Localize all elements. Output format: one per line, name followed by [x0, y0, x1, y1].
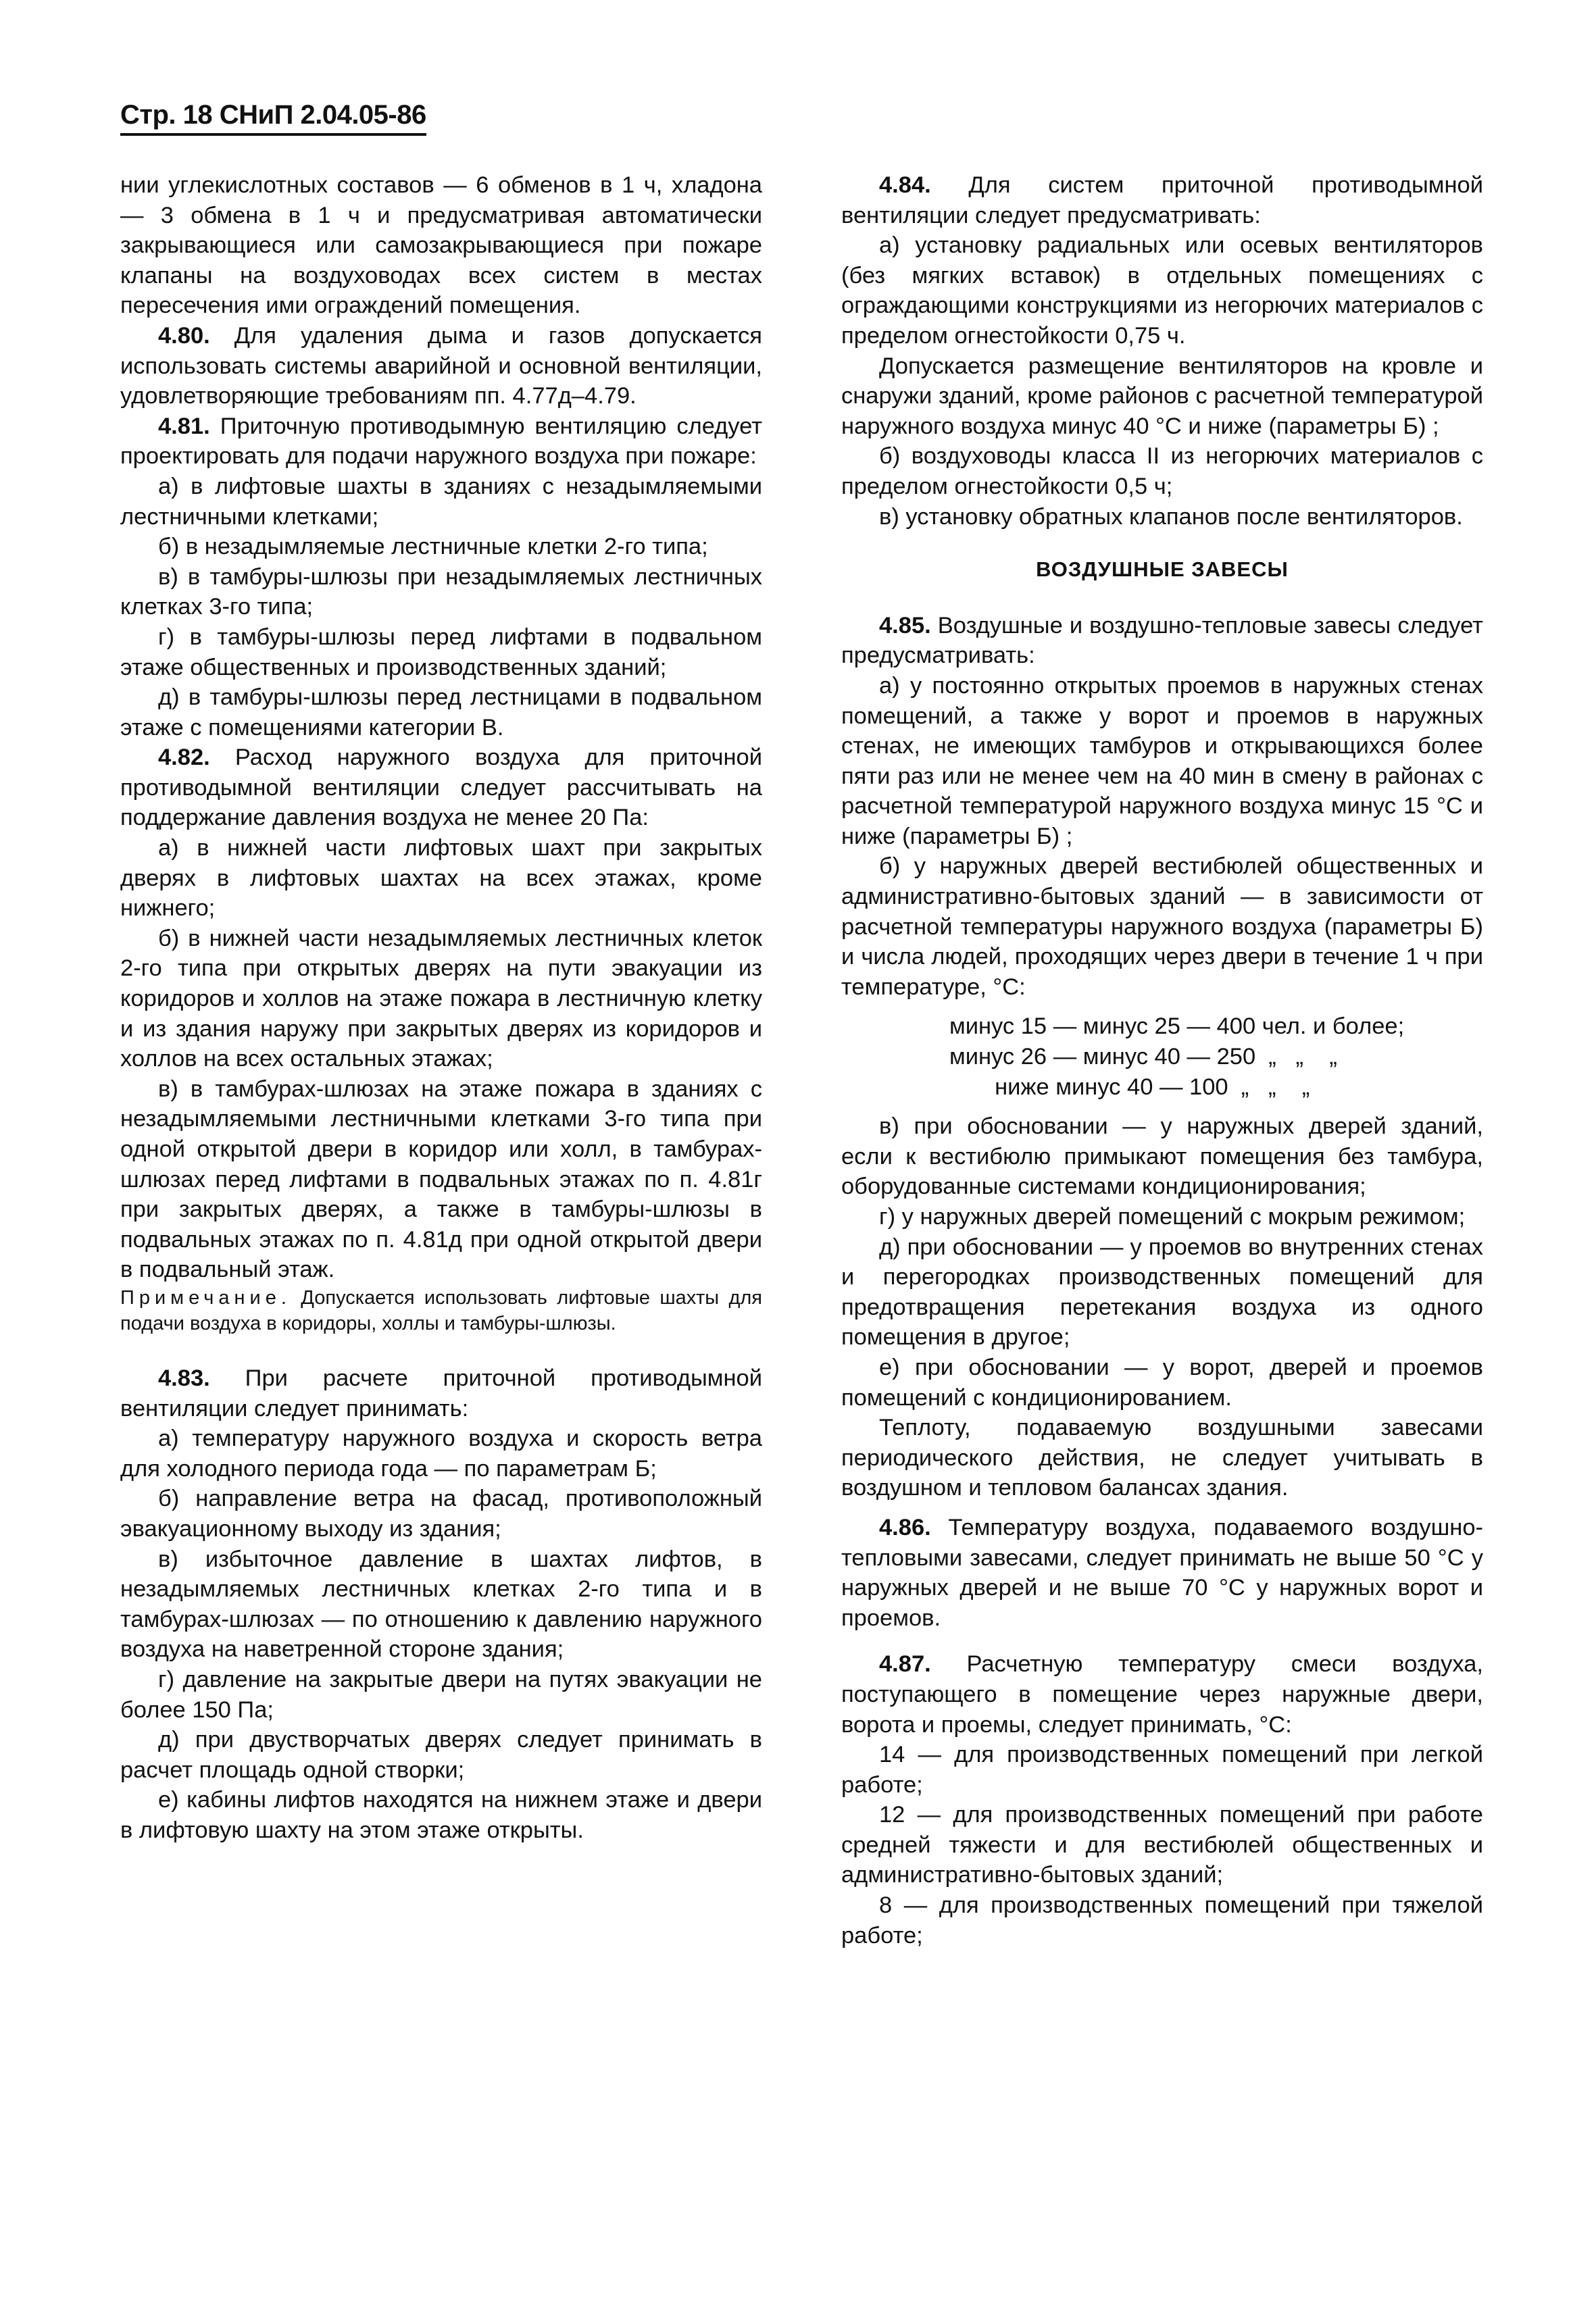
clause-text: Для удаления дыма и газов допускается использовать системы аварийной и основной вентиляции, удовлетворяющие требованиям пп. 4.77д–4.79.: [120, 322, 762, 409]
list-item: в) избыточное давление в шахтах лифтов, в незадымляемых лестничных клетках 2-го типа и в тамбурах-шлюзах — по отношению к давлению наружного воздуха на наветренной стороне здания;: [120, 1546, 762, 1663]
list-item: в) в тамбуры-шлюзы при незадымляемых лестничных клетках 3-го типа;: [120, 563, 762, 620]
temperature-row: минус 26 — минус 40 — 250 „ „ „: [949, 1044, 1337, 1070]
list-item: е) кабины лифтов находятся на нижнем этаже и двери в лифтовую шахту на этом этаже открыты.: [120, 1787, 762, 1843]
clause-4-87: [841, 1649, 1483, 1740]
clause-number: 4.86.: [879, 1514, 931, 1540]
note-text: Допускается использовать лифтовые шахты для подачи воздуха в коридоры, холлы и тамбуры-шлюзы.: [120, 1286, 762, 1334]
paragraph: Теплоту, подаваемую воздушными завесами периодического действия, не следует учитывать в воздушном и тепловом балансах здания.: [841, 1415, 1483, 1501]
list-item: в) установку обратных клапанов после вентиляторов.: [879, 503, 1463, 530]
clause-text: Температуру воздуха, подаваемого воздушно-тепловыми завесами, следует принимать не выше 50 °С у наружных дверей и не выше 70 °С у наружных ворот и проемов.: [841, 1514, 1483, 1631]
clause-number: 4.83.: [158, 1365, 210, 1391]
list-item: в) в тамбурах-шлюзах на этаже пожара в зданиях с незадымляемыми лестничными клетками 3-го типа при одной открытой двери в коридор или холл, в тамбурах-шлюзах перед лифтами в подвальных этажах по п. 4.81г при закрытых дверях, а также в тамбуры-шлюзы в подвальных этажах по п. 4.81д при одной открытой двери в подвальный этаж.: [120, 1076, 762, 1283]
clause-text: Приточную противодымную вентиляцию следует проектировать для подачи наружного воздуха при пожаре:: [120, 413, 762, 470]
clause-4-82: [120, 743, 762, 833]
list-item: а) у постоянно открытых проемов в наружных стенах помещений, а также у ворот и проемов в наружных стенах, не имеющих тамбуров и открывающихся более пяти раз или не менее чем на 40 мин в смену в районах с расчетной температурой наружного воздуха минус 15 °С и ниже (параметры Б) ;: [841, 672, 1483, 849]
clause-4-81: [120, 411, 762, 472]
list-item: а) установку радиальных или осевых вентиляторов (без мягких вставок) в отдельных помещениях с ограждающими конструкциями из негорючих материалов с пределом огнестойкости 0,75 ч.: [841, 232, 1483, 349]
list-item: а) в лифтовые шахты в зданиях с незадымляемыми лестничными клетками;: [120, 473, 762, 530]
clause-text: Расчетную температуру смеси воздуха, поступающего в помещение через наружные двери, ворота и проемы, следует принимать, °С:: [841, 1651, 1483, 1738]
list-item: б) в незадымляемые лестничные клетки 2-го типа;: [158, 534, 708, 560]
clause-number: 4.85.: [879, 612, 931, 638]
list-item: б) у наружных дверей вестибюлей общественных и административно-бытовых зданий — в зависимости от расчетной температуры наружного воздуха (параметры Б) и числа людей, проходящих через двери в течение 1 ч при температуре, °С:: [841, 853, 1483, 1000]
clause-4-86: [841, 1513, 1483, 1633]
list-item: а) в нижней части лифтовых шахт при закрытых дверях в лифтовых шахтах на всех этажах, кроме нижнего;: [120, 835, 762, 922]
temperature-row: минус 15 — минус 25 — 400 чел. и более;: [949, 1013, 1405, 1040]
note-label: Примечание.: [120, 1286, 291, 1309]
clause-number: 4.82.: [158, 745, 210, 771]
list-item: г) в тамбуры-шлюзы перед лифтами в подвальном этаже общественных и производственных зданий;: [120, 624, 762, 680]
temperature-row: ниже минус 40 — 100 „ „ „: [949, 1074, 1310, 1100]
clause-number: 4.80.: [158, 322, 210, 349]
clause-4-83: [120, 1363, 762, 1424]
list-item: д) в тамбуры-шлюзы перед лестницами в подвальном этаже с помещениями категории В.: [120, 684, 762, 740]
list-item: 12 — для производственных помещений при работе средней тяжести и для вестибюлей общественных и административно-бытовых зданий;: [841, 1802, 1483, 1888]
list-item: 8 — для производственных помещений при тяжелой работе;: [841, 1892, 1483, 1948]
list-item: д) при обосновании — у проемов во внутренних стенах и перегородках производственных помещений для предотвращения перетекания воздуха из одного помещения в другое;: [841, 1234, 1483, 1351]
clause-text: При расчете приточной противодымной вентиляции следует принимать:: [120, 1365, 762, 1422]
paragraph: Допускается размещение вентиляторов на кровле и снаружи зданий, кроме районов с расчетной температурой наружного воздуха минус 40 °С и ниже (параметры Б) ;: [841, 353, 1483, 439]
clause-number: 4.84.: [879, 172, 931, 198]
note: [120, 1285, 762, 1336]
list-item: а) температуру наружного воздуха и скорость ветра для холодного периода года — по параметрам Б;: [120, 1426, 762, 1482]
temperature-list: [841, 1011, 1483, 1102]
clause-number: 4.87.: [879, 1651, 931, 1678]
clause-text: Для систем приточной противодымной вентиляции следует предусматривать:: [841, 172, 1483, 228]
section-title: ВОЗДУШНЫЕ ЗАВЕСЫ: [1036, 557, 1289, 582]
clause-text: Воздушные и воздушно-тепловые завесы следует предусматривать:: [841, 612, 1483, 669]
list-item: г) давление на закрытые двери на путях эвакуации не более 150 Па;: [120, 1666, 762, 1723]
paragraph-continuation: нии углекислотных составов — 6 обменов в 1 ч, хладона — 3 обмена в 1 ч и предусматривая автоматически закрывающиеся или самозакрывающиеся при пожаре клапаны на воздуховодах всех систем в местах пересечения ими ограждений помещения.: [120, 172, 762, 319]
list-item: б) в нижней части незадымляемых лестничных клеток 2-го типа при открытых дверях на пути эвакуации из коридоров и холлов на этаже пожара в лестничную клетку и из здания наружу при закрытых дверях из коридоров и холлов на всех остальных этажах;: [120, 925, 762, 1072]
clause-text: Расход наружного воздуха для приточной противодымной вентиляции следует рассчитывать на поддержание давления воздуха не менее 20 Па:: [120, 745, 762, 831]
list-item: г) у наружных дверей помещений с мокрым режимом;: [879, 1204, 1466, 1230]
clause-4-80: [120, 321, 762, 411]
clause-number: 4.81.: [158, 413, 210, 439]
list-item: е) при обосновании — у ворот, дверей и проемов помещений с кондиционированием.: [841, 1354, 1483, 1411]
list-item: б) направление ветра на фасад, противоположный эвакуационному выходу из здания;: [120, 1486, 762, 1542]
left-column: [120, 170, 762, 1845]
right-column: [841, 170, 1483, 1951]
list-item: 14 — для производственных помещений при легкой работе;: [841, 1742, 1483, 1798]
page-header: Стр. 18 СНиП 2.04.05-86: [120, 100, 426, 136]
list-item: в) при обосновании — у наружных дверей зданий, если к вестибюлю примыкают помещения без тамбура, оборудованные системами кондиционирования;: [841, 1113, 1483, 1200]
clause-4-84: [841, 170, 1483, 230]
clause-4-85: [841, 611, 1483, 671]
list-item: б) воздуховоды класса II из негорючих материалов с пределом огнестойкости 0,5 ч;: [841, 443, 1483, 499]
list-item: д) при двустворчатых дверях следует принимать в расчет площадь одной створки;: [120, 1727, 762, 1783]
